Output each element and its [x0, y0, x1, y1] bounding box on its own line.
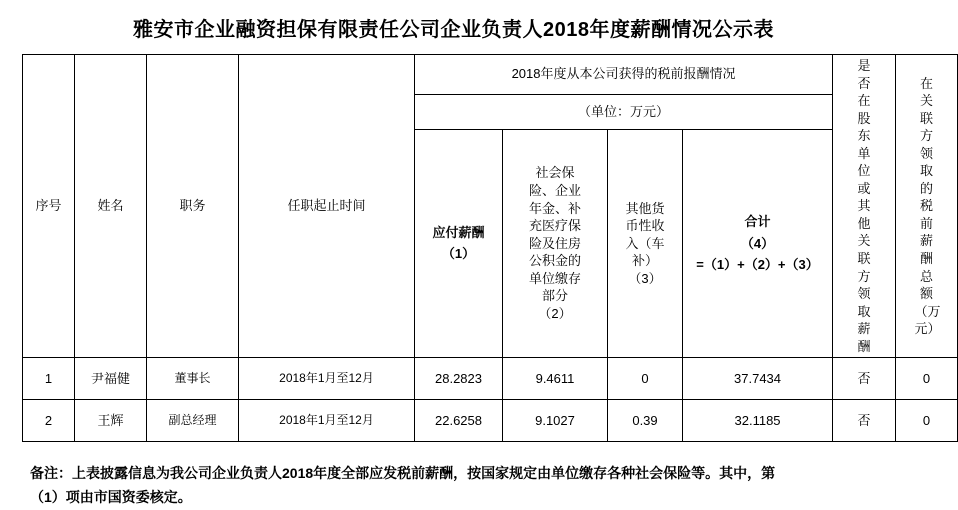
- cell-total: 32.1185: [683, 400, 833, 442]
- column-header-insurance-text: 社会保险、企业年金、补充医疗保险及住房公积金的单位缴存部分: [528, 165, 581, 304]
- column-header-related-text: 在关联方领取的税前薪酬总额（万元）: [914, 75, 941, 337]
- column-header-related: [896, 55, 958, 358]
- footnote-line-1: 备注：上表披露信息为我公司企业负责人2018年度全部应发税前薪酬，按国家规定由单位缴存各种社会保险等。其中，第: [30, 465, 776, 482]
- column-header-other-text: 其他货币性收入（车补）: [625, 200, 665, 269]
- salary-disclosure-table: [22, 54, 958, 442]
- cell-period: 2018年1月至12月: [239, 400, 415, 442]
- cell-pay: 28.2823: [415, 358, 503, 400]
- cell-pay: 22.6258: [415, 400, 503, 442]
- cell-seq: 1: [23, 358, 75, 400]
- table-row: [23, 358, 958, 400]
- cell-post: 董事长: [147, 358, 239, 400]
- cell-shareholder: 否: [833, 400, 896, 442]
- cell-insurance: 9.1027: [503, 400, 608, 442]
- table-row: [23, 400, 958, 442]
- column-header-total-line1: 合计: [744, 214, 771, 230]
- column-header-pay: [415, 129, 503, 358]
- cell-post: 副总经理: [147, 400, 239, 442]
- column-header-other-index: （3）: [628, 270, 662, 286]
- column-header-group-title: 2018年度从本公司获得的税前报酬情况: [415, 55, 833, 95]
- cell-other: 0.39: [608, 400, 683, 442]
- column-header-other: [608, 129, 683, 358]
- column-header-post: 职务: [147, 55, 239, 358]
- column-header-shareholder-text: 是否在股东单位或其他关联方领取薪酬: [857, 58, 871, 354]
- cell-total: 37.7434: [683, 358, 833, 400]
- column-header-name: 姓名: [75, 55, 147, 358]
- column-header-seq: 序号: [23, 55, 75, 358]
- footnote-line-2: （1）项由市国资委核定。: [30, 489, 192, 506]
- column-header-pay-line1: 应付薪酬: [432, 224, 485, 240]
- cell-name: 王辉: [75, 400, 147, 442]
- column-header-period: 任职起止时间: [239, 55, 415, 358]
- cell-other: 0: [608, 358, 683, 400]
- table-header-row-1: [23, 55, 958, 95]
- cell-related: 0: [896, 400, 958, 442]
- cell-period: 2018年1月至12月: [239, 358, 415, 400]
- column-header-total: [683, 129, 833, 358]
- column-header-shareholder: [833, 55, 896, 358]
- cell-insurance: 9.4611: [503, 358, 608, 400]
- footnote: [0, 442, 907, 510]
- page-title: 雅安市企业融资担保有限责任公司企业负责人2018年度薪酬情况公示表: [133, 19, 774, 41]
- column-header-group-unit: （单位：万元）: [415, 94, 833, 129]
- column-header-insurance: [503, 129, 608, 358]
- cell-name: 尹福健: [75, 358, 147, 400]
- cell-shareholder: 否: [833, 358, 896, 400]
- column-header-insurance-index: （2）: [538, 305, 572, 321]
- cell-related: 0: [896, 358, 958, 400]
- column-header-pay-line2: （1）: [441, 246, 476, 262]
- cell-seq: 2: [23, 400, 75, 442]
- table-container: [0, 54, 941, 442]
- column-header-total-line3: =（1）+（2）+（3）: [696, 257, 819, 273]
- column-header-total-line2: （4）: [740, 235, 775, 251]
